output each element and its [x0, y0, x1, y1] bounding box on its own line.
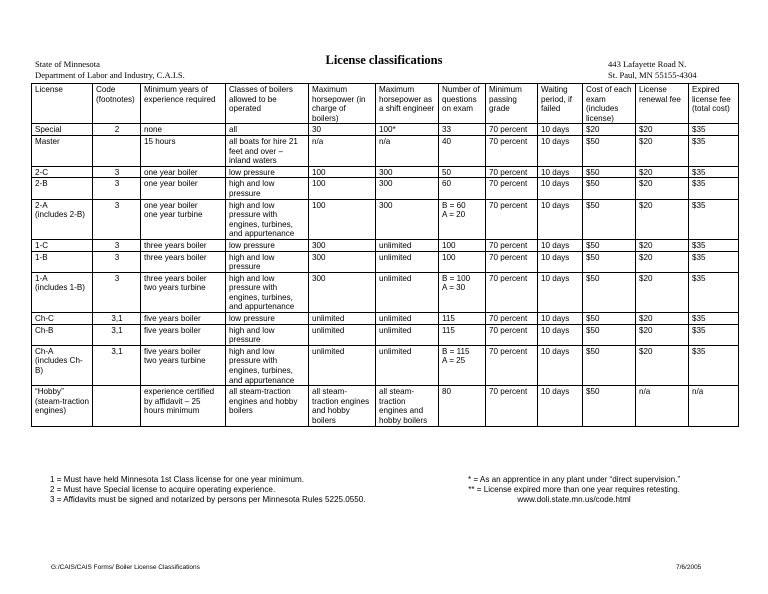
table-body — [32, 124, 739, 426]
department-name: Department of Labor and Industry, C.A.I.S. — [35, 69, 185, 80]
table-cell: 300 — [309, 251, 376, 272]
table-cell: all boats for hire 21 feet and over – inland waters — [226, 135, 309, 166]
table-cell: low pressure — [226, 166, 309, 178]
table-row — [32, 199, 739, 239]
table-cell: B = 115 A = 25 — [439, 345, 486, 385]
table-cell: $35 — [689, 272, 739, 312]
table-cell: five years boiler — [141, 313, 226, 325]
table-cell: 2-C — [32, 166, 93, 178]
column-header: Classes of boilers allowed to be operated — [226, 84, 309, 124]
table-cell: all steam-traction engines and hobby boilers — [226, 386, 309, 426]
table-cell: 1-C — [32, 239, 93, 251]
header-row — [32, 84, 739, 124]
table-row — [32, 272, 739, 312]
table-row — [32, 386, 739, 426]
table-cell: 10 days — [538, 345, 583, 385]
table-cell: unlimited — [376, 313, 439, 325]
table-cell: 70 percent — [486, 251, 538, 272]
table-cell: 10 days — [538, 251, 583, 272]
table-cell: $35 — [689, 251, 739, 272]
table-cell: 10 days — [538, 386, 583, 426]
table-cell: 70 percent — [486, 324, 538, 345]
table-row — [32, 135, 739, 166]
table-cell: unlimited — [376, 345, 439, 385]
table-cell: $35 — [689, 199, 739, 239]
table-cell: $20 — [636, 251, 689, 272]
table-row — [32, 313, 739, 325]
table-cell: $20 — [583, 124, 636, 136]
table-cell: none — [141, 124, 226, 136]
address-header — [608, 59, 697, 80]
table-cell: 60 — [439, 178, 486, 199]
table-cell: high and low pressure with engines, turbines, and appurtenance — [226, 199, 309, 239]
footnote-2: 2 = Must have Special license to acquire operating experience. — [50, 485, 276, 494]
table-cell: 10 days — [538, 324, 583, 345]
table-cell: $50 — [583, 199, 636, 239]
table-cell: Ch-B — [32, 324, 93, 345]
column-header: Maximum horsepower (in charge of boilers) — [309, 84, 376, 124]
table-cell: Special — [32, 124, 93, 136]
footnote-apprentice: * = As an apprentice in any plant under “direct supervision.” — [468, 475, 681, 484]
table-cell: all — [226, 124, 309, 136]
table-cell: $50 — [583, 345, 636, 385]
table-cell: 3 — [93, 199, 141, 239]
table-cell: B = 60 A = 20 — [439, 199, 486, 239]
footnote-expired: ** = License expired more than one year requires retesting. — [468, 485, 680, 494]
table-cell: 2-B — [32, 178, 93, 199]
table-cell: 15 hours — [141, 135, 226, 166]
table-cell: $20 — [636, 166, 689, 178]
table-cell: high and low pressure with engines, turbines, and appurtenance — [226, 272, 309, 312]
table-cell: 3,1 — [93, 324, 141, 345]
table-cell: 100 — [309, 199, 376, 239]
table-cell: 300 — [309, 239, 376, 251]
table-cell: 3 — [93, 272, 141, 312]
column-header: Number of questions on exam — [439, 84, 486, 124]
table-cell: unlimited — [376, 272, 439, 312]
column-header: Waiting period, if failed — [538, 84, 583, 124]
footnote-1: 1 = Must have held Minnesota 1st Class license for one year minimum. — [50, 475, 304, 484]
table-cell: 3 — [93, 166, 141, 178]
table-cell: 3,1 — [93, 313, 141, 325]
state-name: State of Minnesota — [35, 59, 100, 69]
table-cell: experience certified by affidavit – 25 hours minimum — [141, 386, 226, 426]
table-cell: 70 percent — [486, 313, 538, 325]
table-cell: 70 percent — [486, 345, 538, 385]
table-cell: 300 — [376, 166, 439, 178]
license-table — [31, 83, 739, 427]
table-cell: 115 — [439, 324, 486, 345]
table-cell: n/a — [636, 386, 689, 426]
table-cell: all steam-traction engines and hobby boilers — [376, 386, 439, 426]
table-cell: 3 — [93, 178, 141, 199]
table-cell: B = 100 A = 30 — [439, 272, 486, 312]
column-header: Cost of each exam (includes license) — [583, 84, 636, 124]
table-cell: Ch-C — [32, 313, 93, 325]
column-header: Minimum passing grade — [486, 84, 538, 124]
table-cell — [93, 135, 141, 166]
table-cell: n/a — [309, 135, 376, 166]
table-cell: high and low pressure — [226, 178, 309, 199]
table-cell: 100 — [439, 251, 486, 272]
table-cell: unlimited — [309, 313, 376, 325]
column-header: Maximum horsepower as a shift engineer — [376, 84, 439, 124]
table-cell: 100 — [309, 166, 376, 178]
table-cell: unlimited — [309, 345, 376, 385]
footnote-3: 3 = Affidavits must be signed and notarized by persons per Minnesota Rules 5225.0550. — [50, 495, 366, 504]
table-cell: 300 — [309, 272, 376, 312]
column-header: Minimum years of experience required — [141, 84, 226, 124]
table-row — [32, 324, 739, 345]
table-cell: unlimited — [376, 324, 439, 345]
table-cell: 10 days — [538, 272, 583, 312]
table-cell: 80 — [439, 386, 486, 426]
table-cell: 10 days — [538, 166, 583, 178]
table-cell: three years boiler — [141, 239, 226, 251]
table-cell: $50 — [583, 272, 636, 312]
table-cell: $50 — [583, 251, 636, 272]
table-cell: 300 — [376, 199, 439, 239]
table-cell: 100 — [309, 178, 376, 199]
table-cell: Ch-A (includes Ch-B) — [32, 345, 93, 385]
column-header: Code (footnotes) — [93, 84, 141, 124]
page-title: License classifications — [325, 53, 443, 67]
table-cell: 100* — [376, 124, 439, 136]
street-address: 443 Lafayette Road N. — [608, 59, 687, 69]
table-cell: 33 — [439, 124, 486, 136]
table-row — [32, 239, 739, 251]
table-row — [32, 251, 739, 272]
table-cell: one year boiler — [141, 178, 226, 199]
table-cell: Master — [32, 135, 93, 166]
column-header: License — [32, 84, 93, 124]
table-cell: five years boiler two years turbine — [141, 345, 226, 385]
table-cell — [93, 386, 141, 426]
table-cell: 30 — [309, 124, 376, 136]
table-cell: $35 — [689, 178, 739, 199]
table-cell: 3 — [93, 251, 141, 272]
table-cell: 10 days — [538, 199, 583, 239]
table-cell: 3,1 — [93, 345, 141, 385]
table-row — [32, 124, 739, 136]
table-cell: unlimited — [309, 324, 376, 345]
table-cell: $50 — [583, 166, 636, 178]
table-cell: 70 percent — [486, 386, 538, 426]
table-cell: $35 — [689, 124, 739, 136]
table-cell: $50 — [583, 135, 636, 166]
table-cell: 1-B — [32, 251, 93, 272]
table-cell: high and low pressure — [226, 324, 309, 345]
table-cell: 50 — [439, 166, 486, 178]
table-cell: $20 — [636, 199, 689, 239]
table-cell: 115 — [439, 313, 486, 325]
table-cell: high and low pressure with engines, turbines, and appurtenance — [226, 345, 309, 385]
table-cell: $20 — [636, 272, 689, 312]
table-cell: $50 — [583, 313, 636, 325]
table-cell: n/a — [376, 135, 439, 166]
document-date: 7/6/2005 — [676, 564, 702, 571]
footnotes-right — [468, 475, 680, 505]
table-cell: 10 days — [538, 178, 583, 199]
table-cell: 70 percent — [486, 178, 538, 199]
table-cell: $20 — [636, 324, 689, 345]
table-cell: 70 percent — [486, 166, 538, 178]
table-cell: $20 — [636, 135, 689, 166]
website-link[interactable]: www.doli.state.mn.us/code.html — [517, 495, 631, 504]
table-cell: one year boiler — [141, 166, 226, 178]
table-cell: $20 — [636, 345, 689, 385]
table-row — [32, 178, 739, 199]
column-header: Expired license fee (total cost) — [689, 84, 739, 124]
table-cell: 10 days — [538, 124, 583, 136]
table-cell: $35 — [689, 313, 739, 325]
table-row — [32, 166, 739, 178]
table-cell: three years boiler — [141, 251, 226, 272]
table-cell: 100 — [439, 239, 486, 251]
table-cell: 300 — [376, 178, 439, 199]
table-cell: n/a — [689, 386, 739, 426]
table-cell: $50 — [583, 239, 636, 251]
table-cell: 70 percent — [486, 239, 538, 251]
table-cell: 2-A (includes 2-B) — [32, 199, 93, 239]
table-cell: $20 — [636, 239, 689, 251]
table-cell: unlimited — [376, 251, 439, 272]
table-cell: all steam-traction engines and hobby boilers — [309, 386, 376, 426]
table-row — [32, 345, 739, 385]
table-cell: $50 — [583, 386, 636, 426]
file-path: G:/CAIS/CAIS Forms/ Boiler License Classifications — [51, 564, 200, 571]
table-cell: low pressure — [226, 239, 309, 251]
table-cell: low pressure — [226, 313, 309, 325]
table-cell: three years boiler two years turbine — [141, 272, 226, 312]
table-cell: 70 percent — [486, 199, 538, 239]
footnotes-left — [50, 475, 365, 505]
table-cell: high and low pressure — [226, 251, 309, 272]
table-cell: 3 — [93, 239, 141, 251]
city-address: St. Paul, MN 55155-4304 — [608, 69, 697, 80]
table-cell: $20 — [636, 178, 689, 199]
table-cell: 2 — [93, 124, 141, 136]
table-cell: 70 percent — [486, 135, 538, 166]
table-header — [32, 84, 739, 124]
table-cell: 70 percent — [486, 124, 538, 136]
table-cell: $35 — [689, 135, 739, 166]
table-cell: $20 — [636, 124, 689, 136]
table-cell: $35 — [689, 345, 739, 385]
table-cell: $50 — [583, 324, 636, 345]
table-cell: unlimited — [376, 239, 439, 251]
table-cell: $20 — [636, 313, 689, 325]
table-cell: $35 — [689, 166, 739, 178]
column-header: License renewal fee — [636, 84, 689, 124]
table-cell: 10 days — [538, 239, 583, 251]
table-cell: $50 — [583, 178, 636, 199]
table-cell: 10 days — [538, 135, 583, 166]
table-cell: one year boiler one year turbine — [141, 199, 226, 239]
table-cell: $35 — [689, 324, 739, 345]
table-cell: five years boiler — [141, 324, 226, 345]
table-cell: 10 days — [538, 313, 583, 325]
table-cell: 40 — [439, 135, 486, 166]
table-cell: “Hobby” (steam-traction engines) — [32, 386, 93, 426]
table-cell: 1-A (includes 1-B) — [32, 272, 93, 312]
table-cell: 70 percent — [486, 272, 538, 312]
table-cell: $35 — [689, 239, 739, 251]
